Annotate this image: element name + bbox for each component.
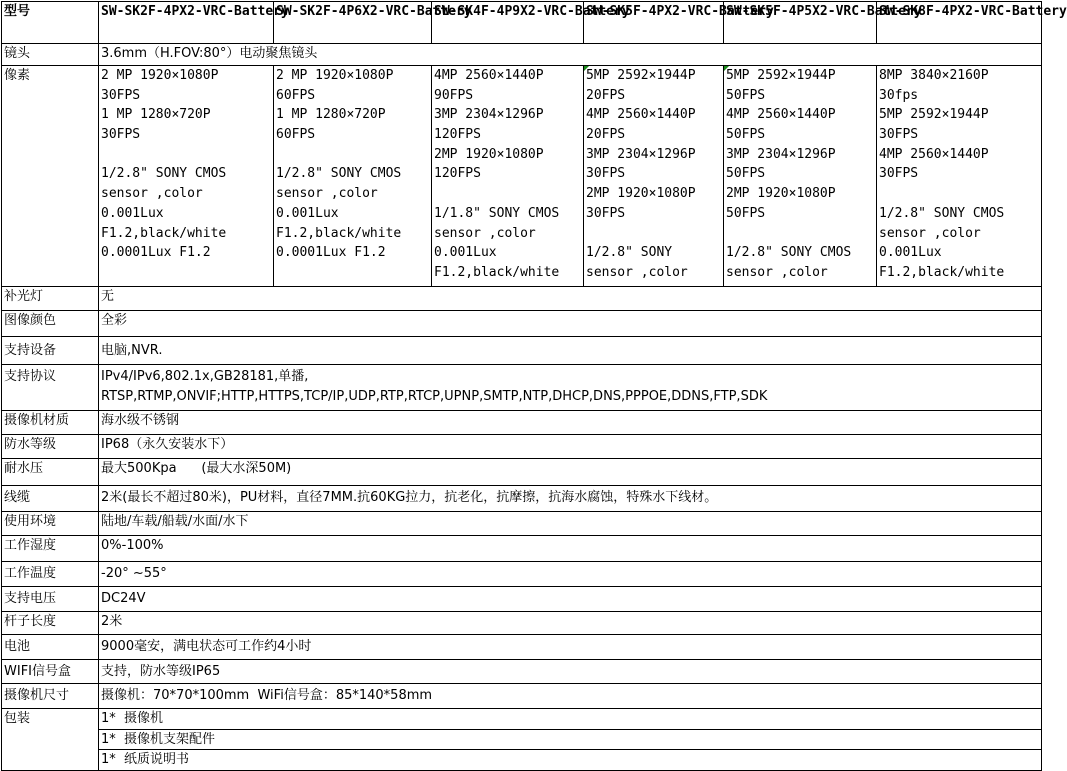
pixel-spec-line: F1.2,black/white: [879, 264, 1005, 280]
pixel-spec-line: 0.0001Lux F1.2: [276, 245, 386, 261]
battery-row: [2, 635, 1042, 660]
battery-value: 9000毫安，满电状态可工作约4小时: [99, 635, 1042, 660]
battery-label: 电池: [2, 635, 99, 660]
pixel-spec-line: 30FPS: [586, 166, 626, 182]
pixel-label: 像素: [2, 66, 99, 287]
cable-row: [2, 486, 1042, 512]
header-row: [2, 2, 1042, 44]
pixel-spec-line: 3MP 2304×1296P: [434, 107, 544, 123]
cell-comment-marker: [584, 66, 589, 71]
pixel-spec-cell: [877, 66, 1042, 287]
waterproof-value: IP68（永久安装水下）: [99, 435, 1042, 459]
pixel-spec-line: 20FPS: [586, 87, 626, 103]
package-item: 1* 纸质说明书: [101, 752, 190, 768]
wifi-box-value: 支持，防水等级IP65: [99, 660, 1042, 684]
pixel-spec-line: [101, 145, 273, 165]
pixel-spec-line: 2MP 1920×1080P: [726, 186, 836, 202]
temperature-value: -20° ~55°: [99, 562, 1042, 587]
protocols-row: [2, 365, 1042, 411]
voltage-label: 支持电压: [2, 587, 99, 612]
pixel-spec-line: 5MP 2592×1944P: [586, 68, 696, 83]
dimensions-label: 摄像机尺寸: [2, 684, 99, 709]
pixel-spec-line: 5MP 2592×1944P: [879, 107, 989, 123]
cable-value: 2米(最长不超过80米)，PU材料，直径7MM.抗60KG拉力，抗老化，抗摩擦，抗海水腐蚀，特殊水下线材。: [99, 486, 1042, 512]
image-color-label: 图像颜色: [2, 311, 99, 337]
pixel-spec-line: 30FPS: [879, 166, 919, 182]
pressure-value: 最大500Kpa (最大水深50M): [99, 459, 1042, 486]
material-row: [2, 411, 1042, 435]
pixel-spec-line: 50FPS: [726, 87, 766, 103]
protocols-line: RTSP,RTMP,ONVIF;HTTP,HTTPS,TCP/IP,UDP,RTP,RTCP,UPNP,SMTP,NTP,DHCP,DNS,PPPOE,DDNS,FTP,SDK: [101, 389, 768, 404]
pixel-spec-line: 2MP 1920×1080P: [434, 146, 544, 162]
pixel-spec-line: 30FPS: [879, 127, 919, 143]
pixel-spec-line: 8MP 3840×2160P: [879, 68, 989, 83]
model-header-label: 型号: [2, 2, 99, 44]
pixel-spec-line: 30FPS: [586, 205, 626, 221]
voltage-row: [2, 587, 1042, 612]
devices-row: [2, 337, 1042, 365]
pixel-spec-line: [726, 224, 876, 244]
pixel-spec-line: 1/2.8" SONY CMOS: [101, 166, 227, 182]
pixel-spec-line: F1.2,black/white: [276, 225, 402, 241]
waterproof-label: 防水等级: [2, 435, 99, 459]
material-value: 海水级不锈钢: [99, 411, 1042, 435]
pixel-spec-line: F1.2,black/white: [434, 264, 560, 280]
pixel-spec-line: 1/2.8" SONY CMOS: [276, 166, 402, 182]
pixel-spec-line: 120FPS: [434, 127, 481, 143]
pixel-spec-line: sensor ,color: [276, 186, 378, 202]
package-item: 1* 摄像机: [99, 709, 1041, 730]
pixel-spec-line: [586, 224, 723, 244]
model-name: SW-SK2F-4P6X2-VRC-Battery: [274, 2, 432, 44]
pixel-spec-line: [434, 184, 583, 204]
pixel-spec-line: 1/1.8" SONY CMOS: [434, 205, 560, 221]
protocols-value: [99, 365, 1042, 411]
pixel-spec-line: 60FPS: [276, 127, 316, 143]
pixel-spec-line: 2 MP 1920×1080P: [101, 68, 219, 83]
pixel-spec-line: 0.001Lux: [101, 205, 164, 221]
voltage-value: DC24V: [99, 587, 1042, 612]
pixel-spec-cell: [584, 66, 724, 287]
lens-value: 3.6mm（H.FOV:80°）电动聚焦镜头: [99, 44, 1042, 66]
material-label: 摄像机材质: [2, 411, 99, 435]
pixel-spec-line: sensor ,color: [101, 186, 203, 202]
pixel-spec-line: 0.0001Lux F1.2: [101, 245, 211, 261]
waterproof-row: [2, 435, 1042, 459]
pixel-spec-line: 1/2.8" SONY: [586, 245, 673, 261]
pixel-spec-line: 50FPS: [726, 205, 766, 221]
cell-comment-marker: [724, 66, 729, 71]
pixel-spec-line: 3MP 2304×1296P: [726, 146, 836, 162]
lens-row: [2, 44, 1042, 66]
fill-light-label: 补光灯: [2, 287, 99, 311]
fill-light-row: [2, 287, 1042, 311]
pixel-spec-line: 60FPS: [276, 87, 316, 103]
temperature-row: [2, 562, 1042, 587]
pixel-spec-line: 4MP 2560×1440P: [726, 107, 836, 123]
pole-length-label: 杆子长度: [2, 612, 99, 635]
package-row: [2, 709, 1042, 771]
pixel-spec-line: 50FPS: [726, 127, 766, 143]
pixel-spec-line: 1/2.8" SONY CMOS: [879, 205, 1005, 221]
devices-label: 支持设备: [2, 337, 99, 365]
pole-length-value: 2米: [99, 612, 1042, 635]
package-item: 1* 摄像机支架配件: [99, 730, 1041, 751]
dimensions-value: 摄像机：70*70*100mm WiFi信号盒：85*140*58mm: [99, 684, 1042, 709]
wifi-box-row: [2, 660, 1042, 684]
pixel-spec-line: 2 MP 1920×1080P: [276, 68, 394, 83]
model-name: SW-SK5F-4P5X2-VRC-Battery: [724, 2, 877, 44]
lens-label: 镜头: [2, 44, 99, 66]
pixel-spec-line: 4MP 2560×1440P: [879, 146, 989, 162]
dimensions-row: [2, 684, 1042, 709]
image-color-row: [2, 311, 1042, 337]
pixel-spec-line: [276, 145, 431, 165]
pixel-spec-line: sensor ,color: [586, 264, 688, 280]
pixel-spec-line: 30FPS: [101, 87, 141, 103]
pixel-spec-cell: [432, 66, 584, 287]
pixel-spec-line: 0.001Lux: [434, 245, 497, 261]
humidity-row: [2, 536, 1042, 562]
spec-table: [1, 1, 1067, 771]
protocols-label: 支持协议: [2, 365, 99, 411]
pixel-spec-line: 50FPS: [726, 166, 766, 182]
model-name: SW-SK4F-4P9X2-VRC-Battery: [432, 2, 584, 44]
humidity-value: 0%-100%: [99, 536, 1042, 562]
pixel-spec-line: F1.2,black/white: [101, 225, 227, 241]
model-name: SW-SK5F-4PX2-VRC-Battery: [584, 2, 724, 44]
pixel-spec-cell: [724, 66, 877, 287]
pixel-spec-line: 1 MP 1280×720P: [276, 107, 386, 123]
pixel-spec-cell: [99, 66, 274, 287]
pixel-spec-line: sensor ,color: [726, 264, 828, 280]
temperature-label: 工作温度: [2, 562, 99, 587]
environment-value: 陆地/车载/船载/水面/水下: [99, 512, 1042, 536]
devices-value: 电脑,NVR.: [99, 337, 1042, 365]
pixel-spec-line: [879, 184, 1041, 204]
pixel-spec-line: 4MP 2560×1440P: [434, 68, 544, 83]
pixel-spec-cell: [274, 66, 432, 287]
protocols-line: IPv4/IPv6,802.1x,GB28181,单播,: [101, 369, 309, 384]
humidity-label: 工作湿度: [2, 536, 99, 562]
pixel-spec-line: sensor ,color: [879, 225, 981, 241]
pixel-spec-line: 30fps: [879, 87, 919, 103]
pixel-spec-line: 20FPS: [586, 127, 626, 143]
pixel-spec-line: 90FPS: [434, 87, 474, 103]
pressure-row: [2, 459, 1042, 486]
pixel-spec-line: 1 MP 1280×720P: [101, 107, 211, 123]
model-name: SW-SK2F-4PX2-VRC-Battery: [99, 2, 274, 44]
pixel-spec-line: 0.001Lux: [276, 205, 339, 221]
pressure-label: 耐水压: [2, 459, 99, 486]
pixel-spec-line: sensor ,color: [434, 225, 536, 241]
package-label: 包装: [2, 709, 99, 771]
model-name: SW-SK8F-4PX2-VRC-Battery: [877, 2, 1042, 44]
pole-length-row: [2, 612, 1042, 635]
wifi-box-label: WIFI信号盒: [2, 660, 99, 684]
package-value: [99, 709, 1042, 771]
pixel-spec-line: 0.001Lux: [879, 245, 942, 261]
environment-label: 使用环境: [2, 512, 99, 536]
cable-label: 线缆: [2, 486, 99, 512]
image-color-value: 全彩: [99, 311, 1042, 337]
pixel-spec-line: 1/2.8" SONY CMOS: [726, 245, 852, 261]
pixel-row: [2, 66, 1042, 287]
pixel-spec-line: 4MP 2560×1440P: [586, 107, 696, 123]
pixel-spec-line: 30FPS: [101, 127, 141, 143]
pixel-spec-line: 5MP 2592×1944P: [726, 68, 836, 83]
pixel-spec-line: 2MP 1920×1080P: [586, 186, 696, 202]
fill-light-value: 无: [99, 287, 1042, 311]
environment-row: [2, 512, 1042, 536]
pixel-spec-line: 3MP 2304×1296P: [586, 146, 696, 162]
pixel-spec-line: 120FPS: [434, 166, 481, 182]
